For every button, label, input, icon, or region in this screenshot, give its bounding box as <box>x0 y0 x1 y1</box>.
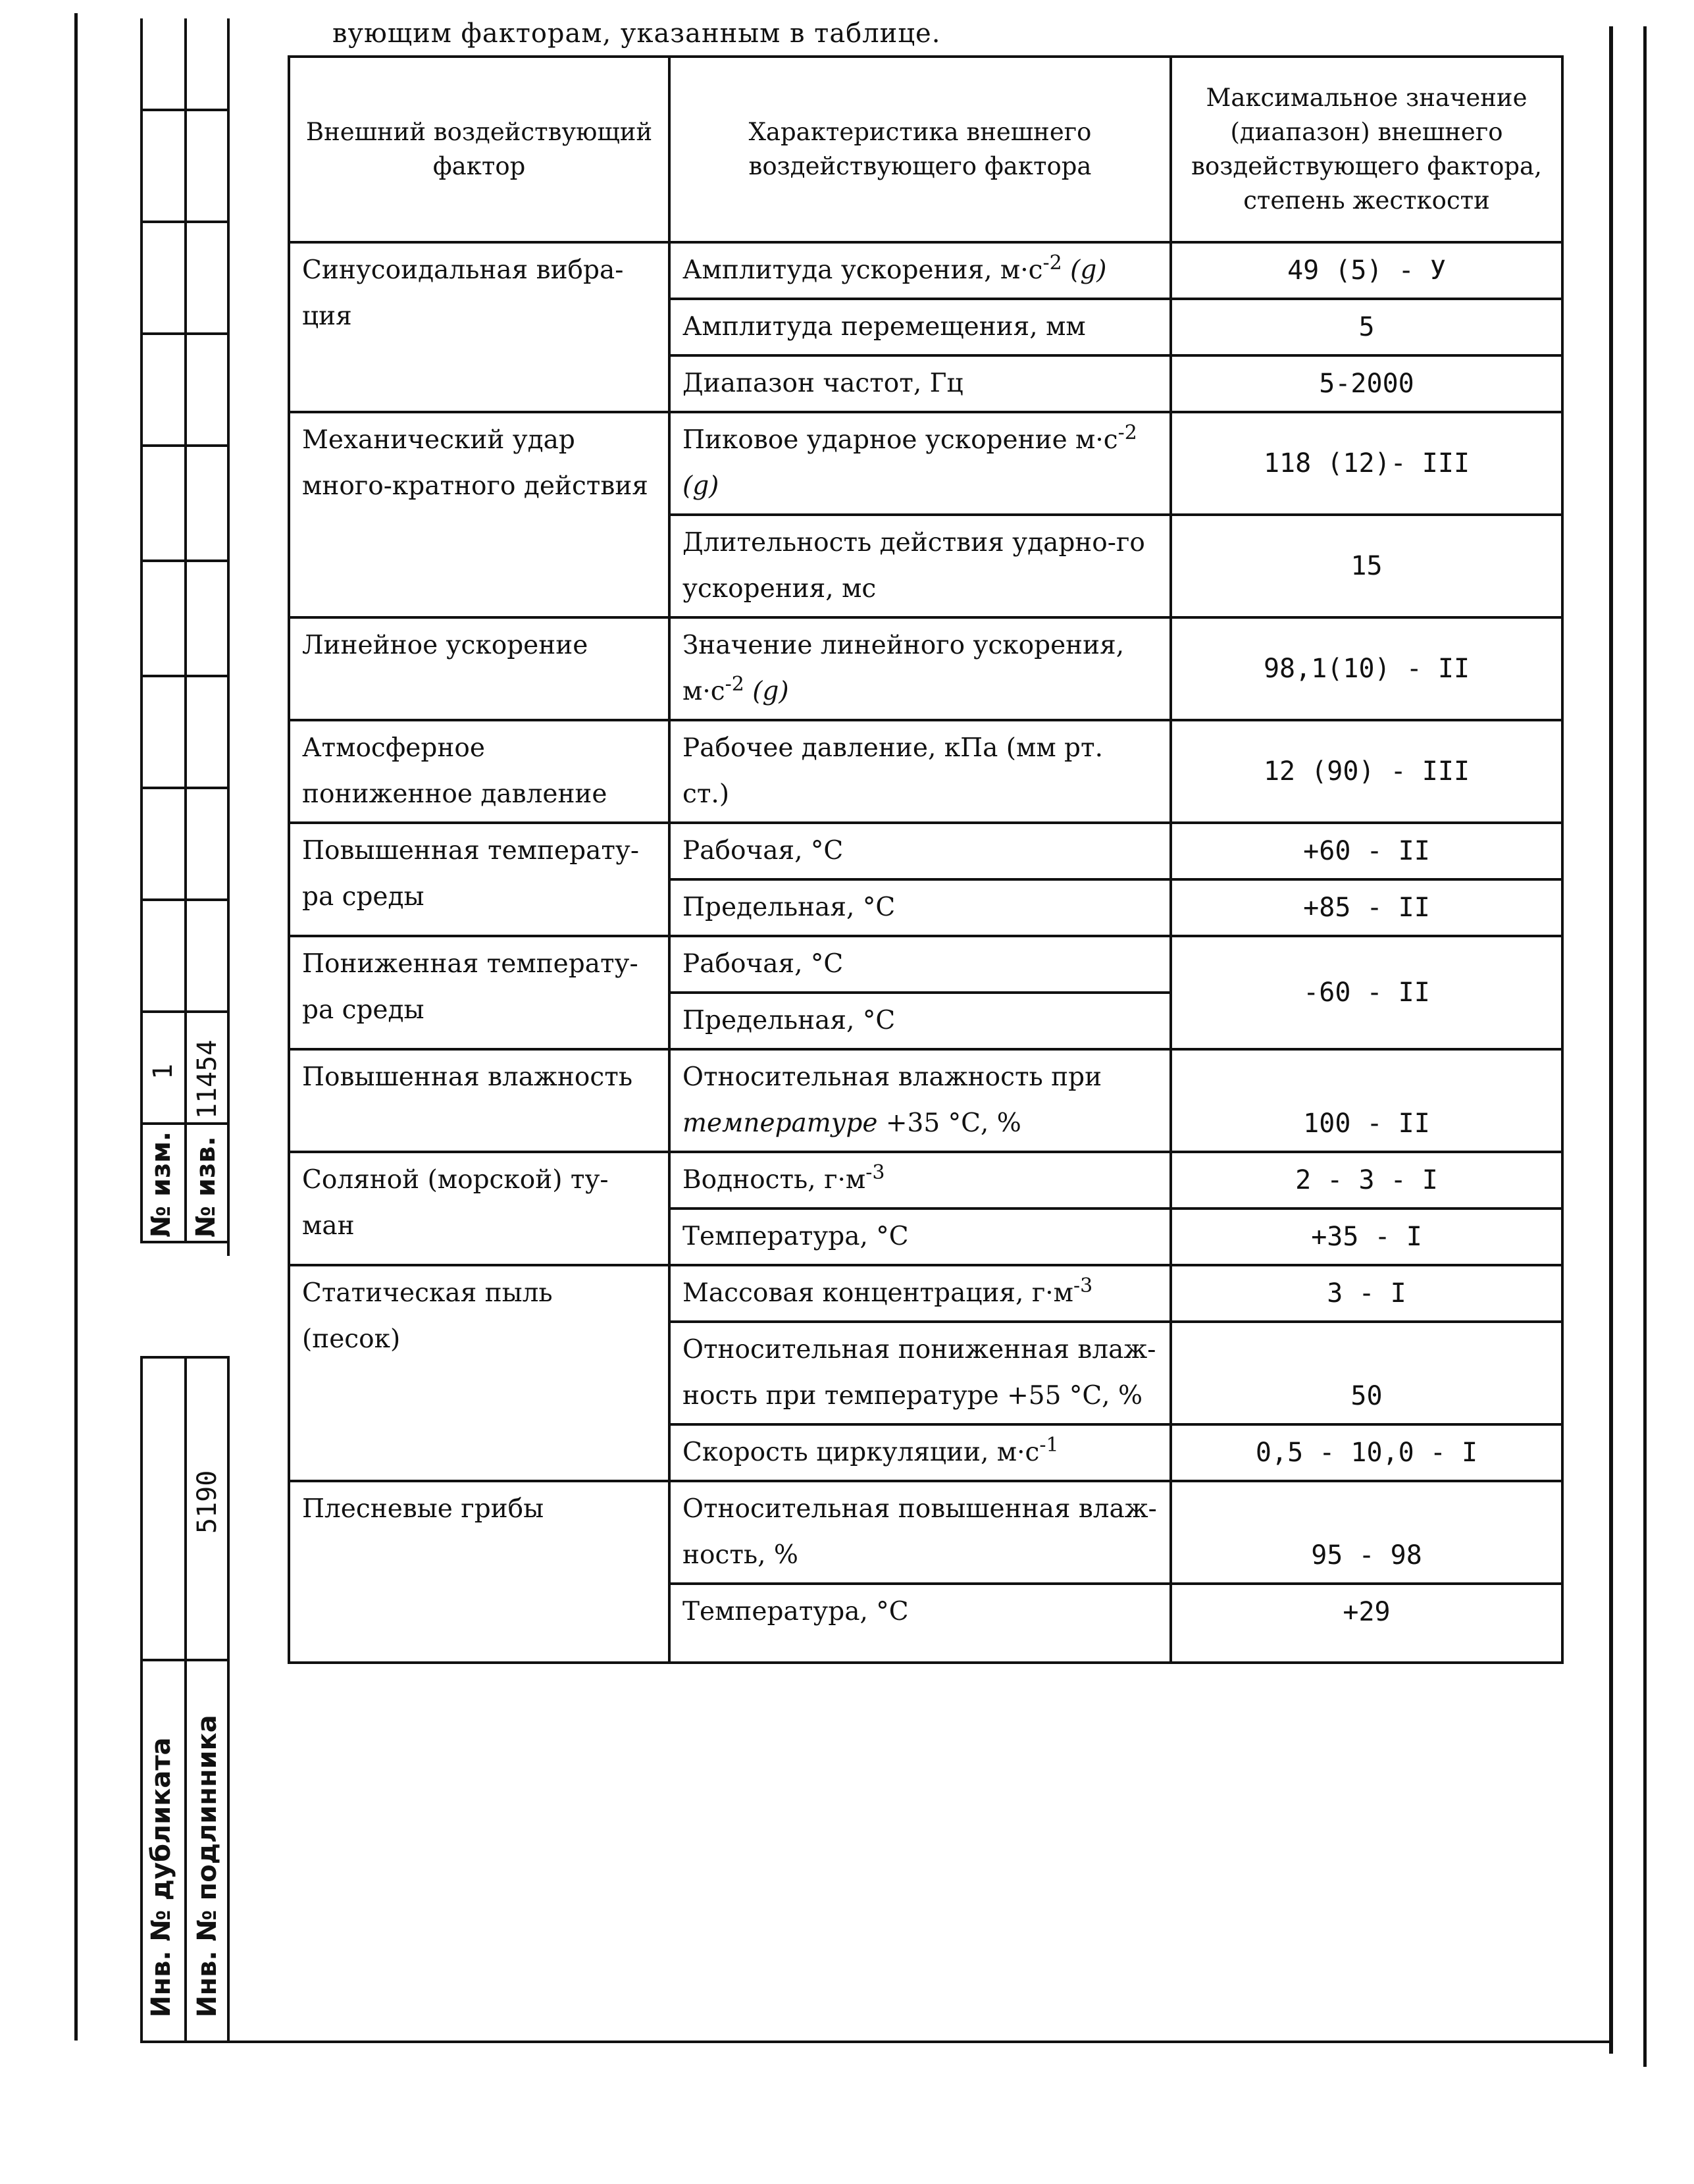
intro-text: вующим факторам, указанным в таблице. <box>332 18 941 49</box>
characteristic-text: Массовая концентрация, г·м <box>682 1278 1073 1308</box>
table-row <box>289 720 1562 823</box>
table-row: Повышенная температу-ра среды Рабочая, °С +60 - II <box>289 823 1562 879</box>
bottom-frame-line <box>140 2041 1611 2043</box>
characteristic-text: Относительная пониженная влаж-ность при температуре +55 °С, % <box>669 1322 1171 1424</box>
value-cell: 5-2000 <box>1171 355 1562 412</box>
header-factor: Внешний воздействующий фактор <box>289 57 669 242</box>
value-cell: 49 (5) - У <box>1171 242 1562 299</box>
inv-orig-label: Инв. № подлинника <box>192 1715 222 2017</box>
characteristic-text: Рабочее давление, кПа (мм рт. ст.) <box>669 720 1171 823</box>
table-row: Предельная, °С +85 - II <box>289 879 1562 936</box>
right-frame-line <box>1609 26 1613 2054</box>
characteristic-text: Предельная, <box>682 893 855 922</box>
table-row: Температура, °С +29 <box>289 1584 1562 1663</box>
header-characteristic: Характеристика внешнего воздействующего фактора <box>669 57 1171 242</box>
value-cell: 50 <box>1171 1322 1562 1424</box>
characteristic-text: Температура, <box>682 1597 868 1626</box>
table-header-row <box>289 57 1562 242</box>
factor-cell: Повышенная влажность <box>289 1049 669 1152</box>
table-row: Температура, °С +35 - I <box>289 1209 1562 1265</box>
value-cell: 118 (12)- III <box>1171 412 1562 515</box>
factor-cell: Атмосферное пониженное давление <box>289 720 669 823</box>
value-cell: -60 - II <box>1171 936 1562 1049</box>
far-right-line <box>1643 26 1647 2067</box>
characteristic-text: Относительная влажность при <box>682 1062 1102 1092</box>
izv-label: № изв. <box>191 1136 221 1237</box>
factor-cell: Плесневые грибы <box>289 1481 669 1663</box>
table-row: Синусоидальная вибра-ция Амплитуда ускорения, $м\cdot с^{-2}$ (g) 49 (5) - У <box>289 242 1562 299</box>
factor-cell: Повышенная температу-ра среды <box>289 823 669 936</box>
value-cell: +85 - II <box>1171 879 1562 936</box>
table-row: Повышенная влажность Относительная влажность при температуре +35 °С, % 100 - II <box>289 1049 1562 1152</box>
value-cell: 0,5 - 10,0 - I <box>1171 1424 1562 1481</box>
characteristic-text: Диапазон частот, Гц <box>669 355 1171 412</box>
factor-cell: Механический удар много-кратного действия <box>289 412 669 617</box>
characteristic-text: Водность, г·м <box>682 1165 866 1195</box>
table-row: Пониженная температу-ра среды Рабочая, °С -60 - II <box>289 936 1562 993</box>
characteristic-text: Относительная повышенная влаж-ность, % <box>669 1481 1171 1584</box>
value-cell: 12 (90) - III <box>1171 720 1562 823</box>
table-row: Скорость циркуляции, $м\cdot с^{-1}$ 0,5 - 10,0 - I <box>289 1424 1562 1481</box>
header-max-value: Максимальное значение (диапазон) внешнего воздействующего фактора, степень жесткости <box>1171 57 1562 242</box>
izv-value: 11454 <box>192 1039 222 1119</box>
factors-table <box>288 55 1564 1664</box>
characteristic-text: Рабочая, <box>682 949 803 979</box>
value-cell: 98,1(10) - II <box>1171 617 1562 720</box>
table-row <box>289 1481 1562 1584</box>
factor-cell: Синусоидальная вибра-ция <box>289 242 669 412</box>
characteristic-text: Амплитуда перемещения, мм <box>669 299 1171 355</box>
factor-cell: Пониженная температу-ра среды <box>289 936 669 1049</box>
factor-cell: Соляной (морской) ту-ман <box>289 1152 669 1265</box>
factor-cell: Линейное ускорение <box>289 617 669 720</box>
izm-label: № изм. <box>146 1131 176 1237</box>
characteristic-text: Пиковое ударное ускорение м·с <box>682 425 1118 455</box>
table-row: Механический удар много-кратного действия Пиковое ударное ускорение $м\cdot с^{-2}$ (g) 118 (12)- III <box>289 412 1562 515</box>
value-cell: 100 - II <box>1171 1049 1562 1152</box>
characteristic-text: Значение линейного ускорения, м·с <box>682 631 1125 706</box>
characteristic-text: Амплитуда ускорения, м·с <box>682 255 1043 285</box>
characteristic-text: Предельная, <box>682 1006 855 1035</box>
factor-cell: Статическая пыль (песок) <box>289 1265 669 1481</box>
table-row: Линейное ускорение Значение линейного ускорения, $м\cdot с^{-2}$ (g) 98,1(10) - II <box>289 617 1562 720</box>
inv-dup-label: Инв. № дубликата <box>146 1737 176 2017</box>
value-cell: 95 - 98 <box>1171 1481 1562 1584</box>
table-row: Статическая пыль (песок) Массовая концентрация, $г\cdot м^{-3}$ 3 - I <box>289 1265 1562 1322</box>
izm-value: 1 <box>148 1063 178 1079</box>
table-row: Предельная, °С <box>289 993 1562 1049</box>
value-cell: 2 - 3 - I <box>1171 1152 1562 1209</box>
left-margin-line <box>74 13 78 2041</box>
value-cell: 5 <box>1171 299 1562 355</box>
characteristic-text: Рабочая, <box>682 836 803 866</box>
value-cell: +29 <box>1171 1584 1562 1663</box>
characteristic-text: Скорость циркуляции, м·с <box>682 1438 1040 1467</box>
value-cell: 3 - I <box>1171 1265 1562 1322</box>
value-cell: +35 - I <box>1171 1209 1562 1265</box>
characteristic-text: Длительность действия ударно-го ускорения, мс <box>669 515 1171 617</box>
value-cell: +60 - II <box>1171 823 1562 879</box>
characteristic-text: Температура, <box>682 1222 868 1251</box>
table-row: Соляной (морской) ту-ман Водность, $г\cdot м^{-3}$ 2 - 3 - I <box>289 1152 1562 1209</box>
value-cell: 15 <box>1171 515 1562 617</box>
inv-orig-value: 5190 <box>192 1470 222 1534</box>
